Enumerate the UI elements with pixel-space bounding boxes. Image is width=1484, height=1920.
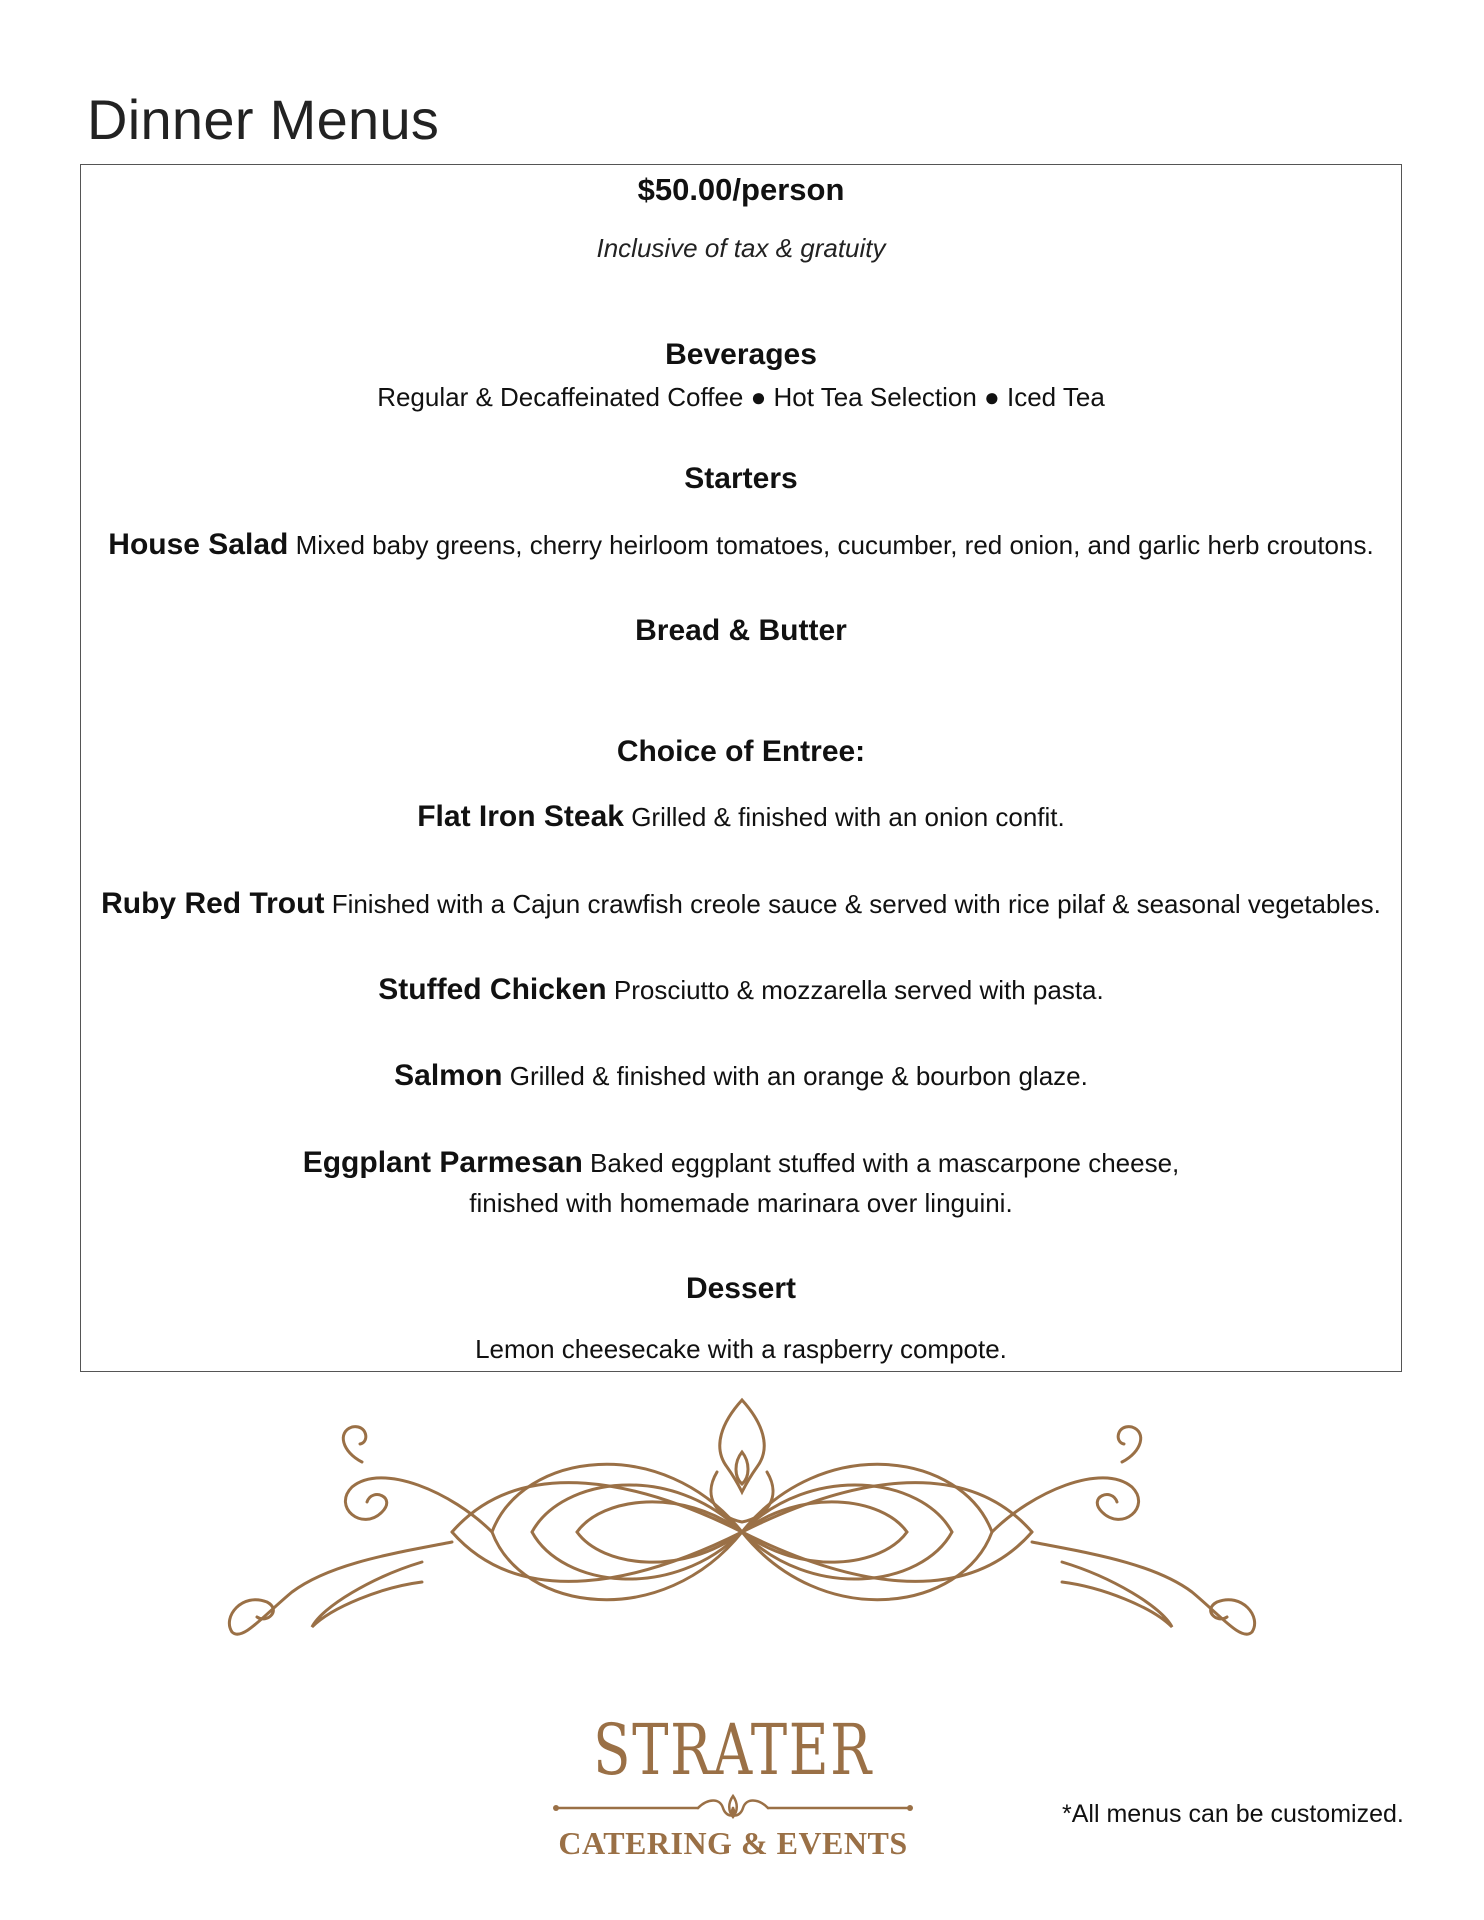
entree-item-desc: Grilled & finished with an orange & bourbon glaze. [509,1061,1088,1091]
entree-item-desc: Grilled & finished with an onion confit. [631,802,1065,832]
beverages-heading: Beverages [665,338,817,371]
strater-logo [548,1709,918,1875]
dessert-text: Lemon cheesecake with a raspberry compote. [475,1334,1007,1364]
entree-item-desc: Finished with a Cajun crawfish creole sauce & served with rice pilaf & seasonal vegetables. [331,889,1381,919]
entree-item [81,886,1401,922]
beverages-list: Regular & Decaffeinated Coffee ● Hot Tea Selection ● Iced Tea [377,382,1105,412]
dessert-heading: Dessert [685,1272,797,1305]
bread-heading: Bread & Butter [635,614,847,647]
customization-note: *All menus can be customized. [1062,1800,1404,1828]
entree-item-desc: Prosciutto & mozzarella served with pasta. [613,975,1104,1005]
starter-item [81,527,1401,563]
price-note: Inclusive of tax & gratuity [596,233,886,263]
entree-item [81,799,1401,835]
entree-item-name: Salmon [394,1059,503,1092]
starter-item-name: House Salad [108,528,289,561]
entree-item [81,1145,1401,1181]
entree-item-name: Ruby Red Trout [101,887,325,920]
starters-heading: Starters [684,462,798,495]
entree-item-desc: Baked eggplant stuffed with a mascarpone cheese, [590,1148,1180,1178]
entree-item-name: Flat Iron Steak [417,800,624,833]
logo-wordmark: STRATER [593,1709,873,1791]
logo-divider-ornament [548,1793,918,1823]
entree-item [81,1058,1401,1094]
logo-subtitle: CATERING & EVENTS [558,1825,908,1861]
entree-heading: Choice of Entree: [616,735,866,768]
flourish-ornament [222,1392,1262,1652]
entree-item-name: Eggplant Parmesan [302,1146,583,1179]
entree-item-name: Stuffed Chicken [378,973,607,1006]
starter-item-desc: Mixed baby greens, cherry heirloom tomatoes, cucumber, red onion, and garlic herb croutons. [295,530,1374,560]
price: $50.00/person [637,172,845,207]
menu-box [80,164,1402,1372]
entree-item [81,972,1401,1008]
entree-item-desc-line2: finished with homemade marinara over linguini. [469,1188,1013,1218]
page-title: Dinner Menus [87,88,440,151]
